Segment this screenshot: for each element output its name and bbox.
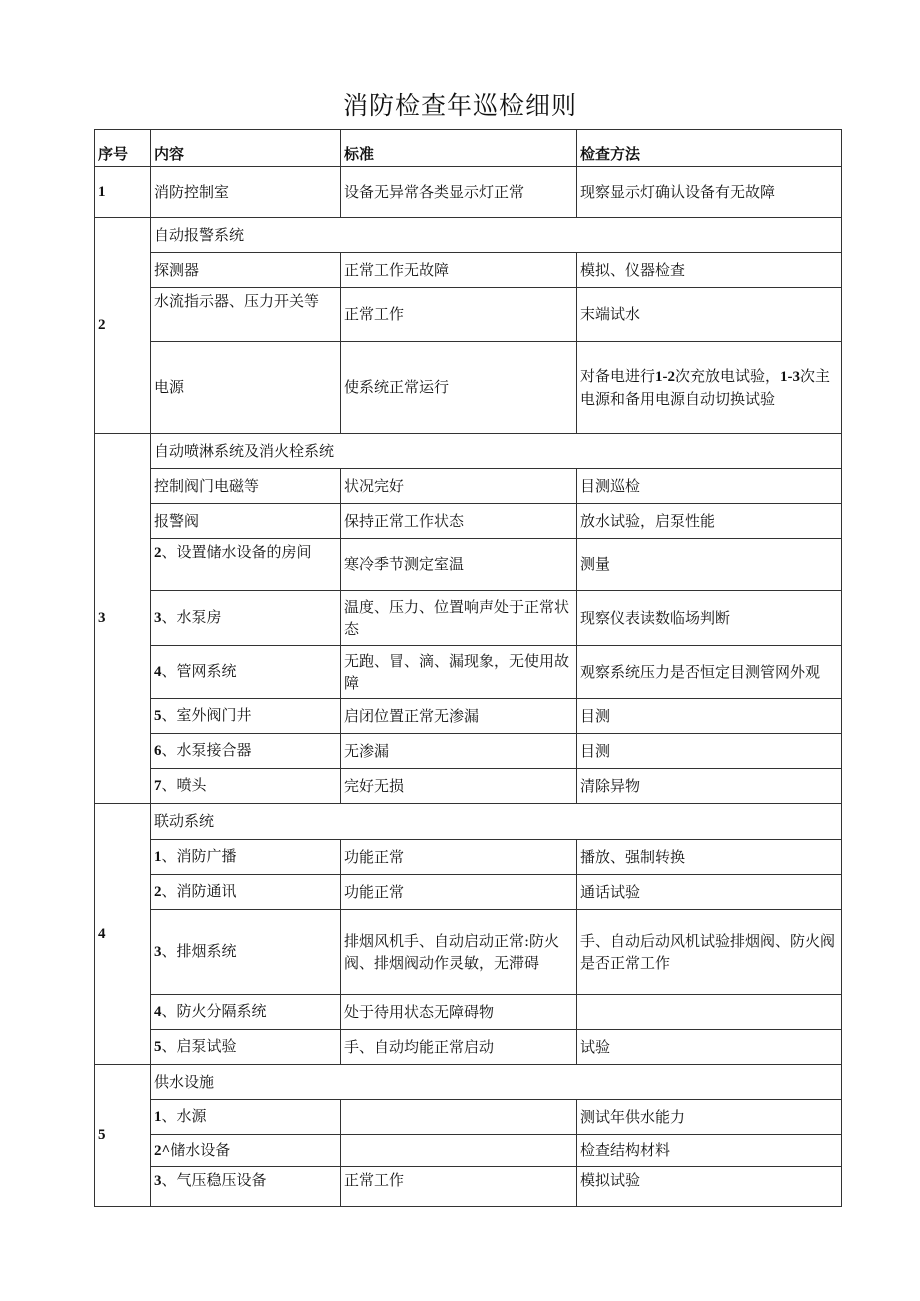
method-cell (577, 342, 842, 434)
item-number: 4 (154, 1004, 162, 1021)
method-cell: 观察系统压力是否恒定目测管网外观 (577, 646, 842, 699)
standard-cell: 温度、压力、位置响声处于正常状态 (341, 591, 577, 646)
method-cell: 清除异物 (577, 769, 842, 804)
content-cell (151, 734, 341, 769)
method-text: 对备电进行 (580, 366, 656, 385)
method-cell: 放水试验，启泵性能 (577, 504, 842, 539)
table-row (95, 288, 842, 342)
method-cell: 目测 (577, 699, 842, 734)
header-seq: 序号 (95, 130, 151, 167)
header-method: 检查方法 (577, 130, 842, 167)
content-cell: 探测器 (151, 253, 341, 288)
content-cell (151, 1167, 341, 1207)
standard-cell: 使系统正常运行 (341, 342, 577, 434)
standard-cell: 保持正常工作状态 (341, 504, 577, 539)
item-text: 、气压稳压设备 (161, 1171, 267, 1189)
table-row (95, 167, 842, 218)
item-number: 5 (154, 708, 162, 725)
content-cell (151, 591, 341, 646)
item-text: 、水源 (161, 1107, 207, 1126)
table-row (95, 734, 842, 769)
standard-cell: 无跑、冒、滴、漏现象，无使用故障 (341, 646, 577, 699)
item-text: 、消防通讯 (161, 882, 237, 901)
method-text: 次主电源和备用电源自动切换试验 (580, 366, 831, 408)
item-number: 1 (154, 1109, 162, 1126)
item-text: 、水泵接合器 (161, 741, 252, 760)
table-row (95, 910, 842, 995)
content-cell (151, 539, 341, 591)
item-number: 3 (154, 610, 162, 627)
method-cell: 试验 (577, 1030, 842, 1065)
standard-cell: 设备无异常各类显示灯正常 (341, 167, 577, 218)
standard-cell: 寒冷季节测定室温 (341, 539, 577, 591)
content-cell (151, 769, 341, 804)
method-cell: 模拟、仪器检查 (577, 253, 842, 288)
item-number: 1 (154, 849, 162, 866)
standard-cell: 功能正常 (341, 875, 577, 910)
content-cell: 电源 (151, 342, 341, 434)
method-cell: 现察仪表读数临场判断 (577, 591, 842, 646)
content-cell (151, 1135, 341, 1167)
standard-cell: 处于待用状态无障碍物 (341, 995, 577, 1030)
header-content: 内容 (151, 130, 341, 167)
method-number: 1-2 (655, 368, 676, 385)
standard-cell: 正常工作 (341, 1167, 577, 1207)
content-cell (151, 699, 341, 734)
method-cell: 模拟试验 (577, 1167, 842, 1207)
item-text: 、防火分隔系统 (161, 1002, 267, 1021)
standard-cell: 手、自动均能正常启动 (341, 1030, 577, 1065)
table-row (95, 699, 842, 734)
table-row (95, 253, 842, 288)
standard-cell: 排烟风机手、自动启动正常:防火阀、排烟阀动作灵敏，无滞碍 (341, 910, 577, 995)
content-cell: 水流指示器、压力开关等 (151, 288, 341, 342)
standard-cell: 启闭位置正常无渗漏 (341, 699, 577, 734)
item-number: 3 (154, 944, 162, 961)
standard-cell (341, 1135, 577, 1167)
content-cell (151, 646, 341, 699)
table-row (95, 646, 842, 699)
method-cell: 目测 (577, 734, 842, 769)
method-cell: 检查结构材料 (577, 1135, 842, 1167)
item-number: 2 (154, 884, 162, 901)
standard-cell (341, 1100, 577, 1135)
item-text: 、消防广播 (161, 847, 237, 866)
item-number: 2 (154, 545, 162, 561)
item-number: 6 (154, 743, 162, 760)
section-number: 5 (95, 1065, 151, 1207)
standard-cell: 完好无损 (341, 769, 577, 804)
content-cell: 消防控制室 (151, 167, 341, 218)
item-number: 7 (154, 778, 162, 795)
table-row (95, 875, 842, 910)
method-cell (577, 995, 842, 1030)
method-cell: 播放、强制转换 (577, 840, 842, 875)
item-text: 、喷头 (161, 776, 207, 795)
table-row (95, 342, 842, 434)
section-number: 3 (95, 434, 151, 804)
header-row (95, 130, 842, 167)
page-title: 消防检查年巡检细则 (342, 91, 577, 120)
item-text: 、管网系统 (161, 662, 237, 681)
section-group-row (95, 218, 842, 253)
method-cell: 现察显示灯确认设备有无故障 (577, 167, 842, 218)
table-row (95, 591, 842, 646)
table-row (95, 995, 842, 1030)
content-cell (151, 1100, 341, 1135)
standard-cell: 正常工作无故障 (341, 253, 577, 288)
content-cell (151, 995, 341, 1030)
method-cell: 手、自动后动风机试验排烟阀、防火阀是否正常工作 (577, 910, 842, 995)
table-row (95, 1100, 842, 1135)
item-text: 、水泵房 (161, 608, 222, 627)
standard-cell: 正常工作 (341, 288, 577, 342)
content-cell (151, 875, 341, 910)
method-cell: 末端试水 (577, 288, 842, 342)
header-standard: 标准 (341, 130, 577, 167)
section-group-row (95, 804, 842, 840)
method-text: 次充放电试验， (675, 366, 781, 385)
section-group-title: 供水设施 (151, 1065, 842, 1100)
section-group-title: 自动报警系统 (151, 218, 842, 253)
item-text: 、排烟系统 (161, 942, 237, 961)
content-cell (151, 1030, 341, 1065)
method-cell: 测量 (577, 539, 842, 591)
table-row (95, 840, 842, 875)
standard-cell: 无渗漏 (341, 734, 577, 769)
content-cell (151, 910, 341, 995)
method-cell: 目测巡检 (577, 469, 842, 504)
section-group-row (95, 434, 842, 469)
content-cell: 报警阀 (151, 504, 341, 539)
standard-cell: 功能正常 (341, 840, 577, 875)
table-row (95, 469, 842, 504)
standard-cell: 状况完好 (341, 469, 577, 504)
method-number: 1-3 (780, 368, 801, 385)
table-row (95, 539, 842, 591)
section-number: 2 (95, 218, 151, 434)
table-row (95, 1167, 842, 1207)
section-group-title: 自动喷淋系统及消火栓系统 (151, 434, 842, 469)
item-number: 4 (154, 664, 162, 681)
content-cell (151, 840, 341, 875)
table-row (95, 1030, 842, 1065)
item-number: 3 (154, 1173, 162, 1189)
section-group-row (95, 1065, 842, 1100)
section-number: 1 (95, 167, 151, 218)
item-text: 储水设备 (170, 1140, 231, 1159)
table-row (95, 1135, 842, 1167)
inspection-table (94, 129, 842, 1207)
item-text: 、设置储水设备的房间 (161, 543, 312, 561)
content-cell: 控制阀门电磁等 (151, 469, 341, 504)
table-row (95, 504, 842, 539)
item-text: 、室外阀门井 (161, 706, 252, 725)
item-text: 、启泵试验 (161, 1037, 237, 1056)
item-number: 2^ (154, 1142, 171, 1159)
method-cell: 通话试验 (577, 875, 842, 910)
method-cell: 测试年供水能力 (577, 1100, 842, 1135)
table-row (95, 769, 842, 804)
item-number: 5 (154, 1039, 162, 1056)
section-number: 4 (95, 804, 151, 1065)
section-group-title: 联动系统 (151, 804, 842, 840)
